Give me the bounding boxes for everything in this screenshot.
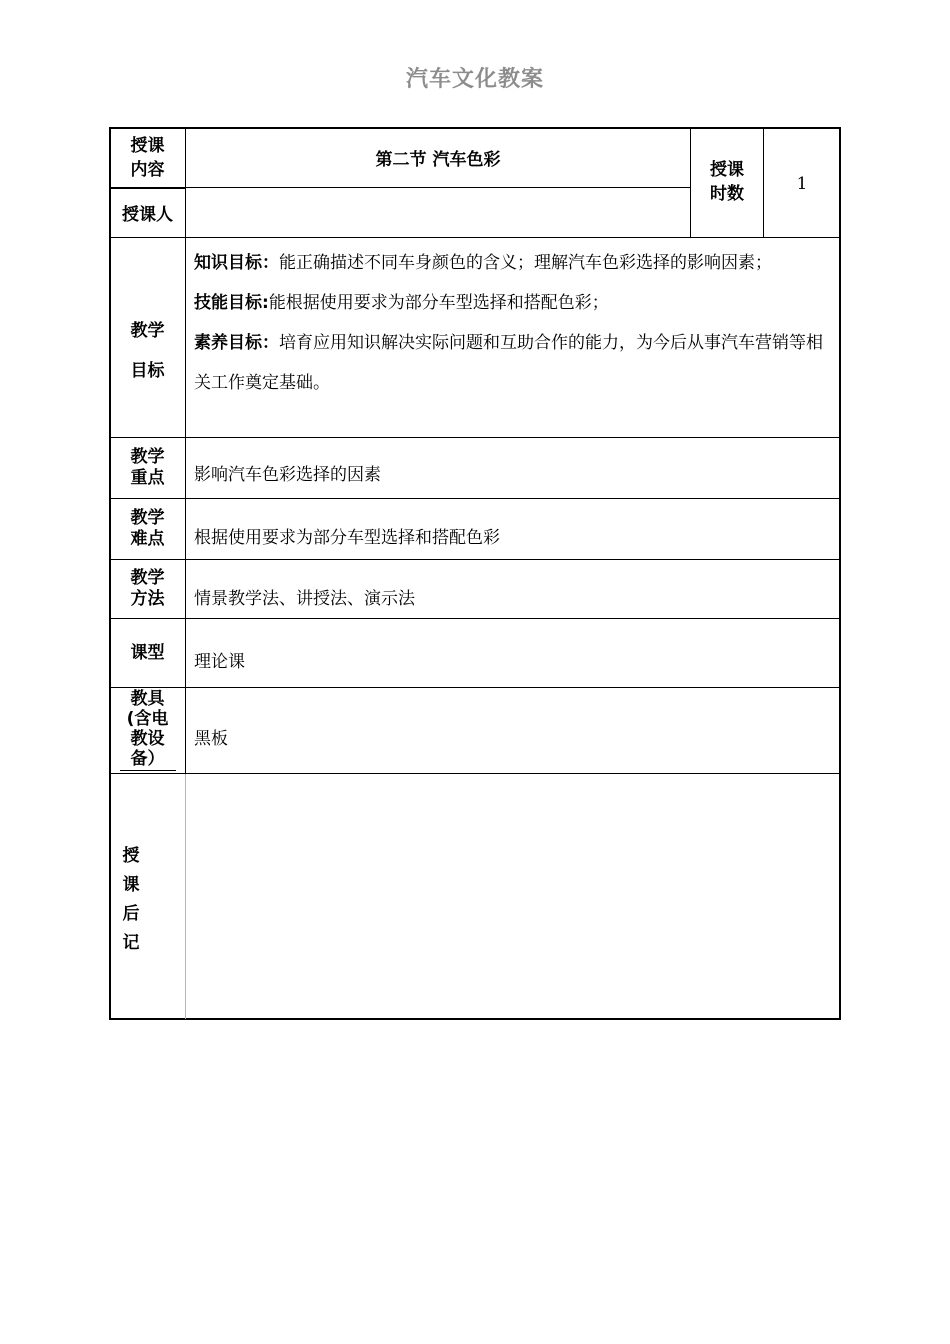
tools-label: 教具 (含电 教设 备） [126,689,169,769]
method-value: 情景教学法、讲授法、演示法 [194,589,415,609]
method-label: 教学 方法 [130,568,165,609]
rule-key-point [110,498,840,499]
rule-content [186,187,691,188]
knowledge-objective-label: 知识目标： [194,253,279,273]
objectives-text [194,243,834,403]
teacher-label: 授课人 [122,205,173,225]
rule-objectives [110,437,840,438]
rule-teacher [110,237,840,238]
quality-objective [194,323,834,403]
document-title: 汽车文化教案 [405,67,544,92]
tools-value: 黑板 [194,729,228,749]
objectives-label: 教学 目标 [130,321,165,381]
column-divider-notes [185,774,186,1019]
key-point-label: 教学 重点 [130,447,165,488]
skill-objective [194,283,834,323]
rule-label-content [110,187,186,189]
notes-label: 授 课 后 记 [122,846,140,953]
difficulty-value: 根据使用要求为部分车型选择和搭配色彩 [194,528,500,548]
rule-type [110,687,840,688]
tools-label-underline [120,770,176,771]
content-value: 第二节 汽车色彩 [375,150,501,170]
quality-objective-label: 素养目标： [194,333,279,353]
hours-label: 授课 时数 [710,160,744,204]
content-label: 授课 内容 [130,136,165,180]
type-value: 理论课 [194,652,245,672]
key-point-value: 影响汽车色彩选择的因素 [194,465,381,485]
type-label: 课型 [130,643,165,663]
rule-difficulty [110,559,840,560]
rule-tools [110,773,840,774]
column-divider [185,129,186,774]
quality-objective-text: 培育应用知识解决实际问题和互助合作的能力，为今后从事汽车营销等相关工作奠定基础。 [194,333,823,393]
knowledge-objective-text: 能正确描述不同车身颜色的含义；理解汽车色彩选择的影响因素； [279,253,772,273]
skill-objective-text: 能根据使用要求为部分车型选择和搭配色彩； [268,293,609,313]
rule-method [110,618,840,619]
knowledge-objective [194,243,834,283]
hours-value: 1 [796,174,808,194]
difficulty-label: 教学 难点 [130,508,165,549]
skill-objective-label: 技能目标: [194,293,269,313]
